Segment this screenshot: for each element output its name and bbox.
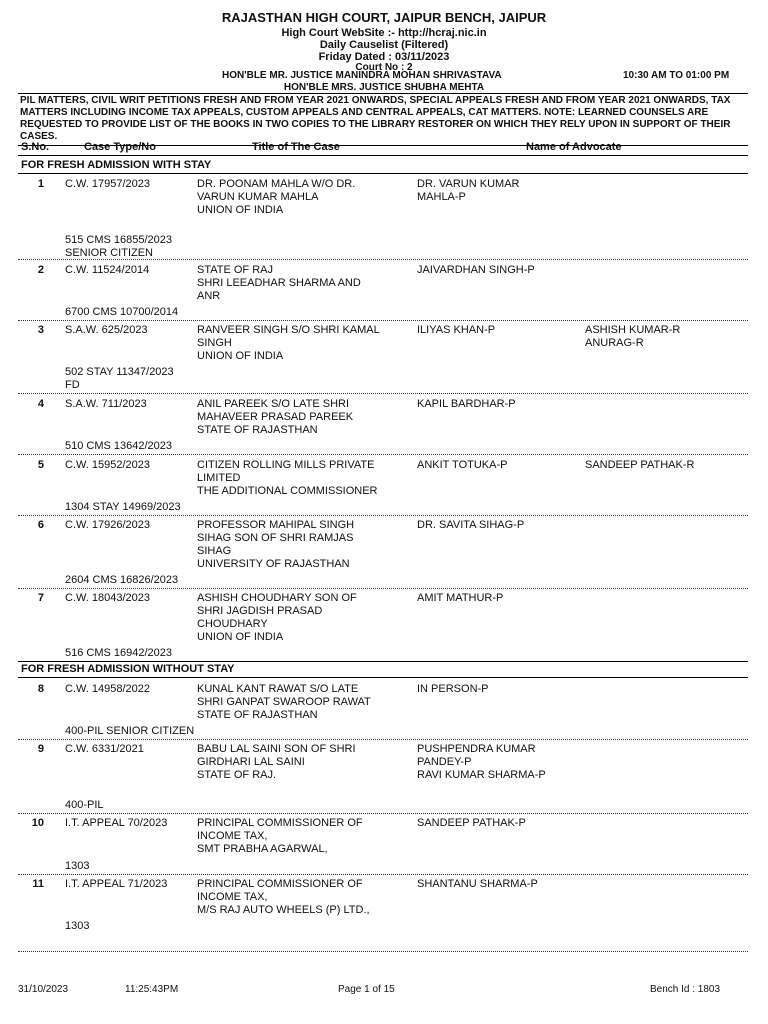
row-separator: [18, 454, 748, 455]
petitioner-advocate: DR. VARUN KUMAR MAHLA-P: [417, 178, 520, 203]
list-type: Daily Causelist (Filtered): [319, 39, 449, 51]
serial-number: 4: [37, 398, 44, 410]
case-number: C.W. 18043/2023: [65, 592, 151, 604]
footer-page: Page 1 of 15: [338, 984, 395, 995]
row-separator: [18, 259, 748, 260]
case-note: 510 CMS 13642/2023: [65, 440, 173, 452]
row-separator: [18, 951, 748, 952]
section-divider: [18, 677, 748, 678]
row-separator: [18, 393, 748, 394]
row-separator: [18, 515, 748, 516]
serial-number: 7: [37, 592, 44, 604]
column-title: Title of The Case: [252, 141, 340, 153]
case-number: I.T. APPEAL 70/2023: [65, 817, 168, 829]
case-number: C.W. 17957/2023: [65, 178, 151, 190]
column-case: Case Type/No: [84, 141, 156, 153]
serial-number: 10: [31, 817, 44, 829]
case-number: S.A.W. 625/2023: [65, 324, 148, 336]
court-title: RAJASTHAN HIGH COURT, JAIPUR BENCH, JAIPUR: [221, 10, 547, 25]
court-number: Court No : 2: [355, 62, 413, 73]
row-separator: [18, 813, 748, 814]
serial-number: 8: [37, 683, 44, 695]
case-note: 2604 CMS 16826/2023: [65, 574, 179, 586]
case-number: C.W. 11524/2014: [65, 264, 150, 276]
column-sno: S.No.: [21, 141, 50, 153]
petitioner-advocate: DR. SAVITA SIHAG-P: [417, 519, 525, 531]
case-note: 6700 CMS 10700/2014: [65, 306, 179, 318]
petitioner-advocate: IN PERSON-P: [417, 683, 489, 695]
petitioner-advocate: PUSHPENDRA KUMAR PANDEY-P RAVI KUMAR SHARMA-P: [417, 743, 546, 781]
case-title: PROFESSOR MAHIPAL SINGH SIHAG SON OF SHRI RAMJAS SIHAG UNIVERSITY OF RAJASTHAN: [197, 519, 355, 570]
case-number: C.W. 6331/2021: [65, 743, 144, 755]
petitioner-advocate: JAIVARDHAN SINGH-P: [417, 264, 535, 276]
case-number: I.T. APPEAL 71/2023: [65, 878, 168, 890]
footer-time: 11:25:43PM: [125, 984, 179, 995]
footer-bench: Bench Id : 1803: [650, 984, 721, 995]
case-title: PRINCIPAL COMMISSIONER OF INCOME TAX, M/S RAJ AUTO WHEELS (P) LTD.,: [197, 878, 370, 916]
petitioner-advocate: KAPIL BARDHAR-P: [417, 398, 516, 410]
serial-number: 1: [37, 178, 44, 190]
case-number: S.A.W. 711/2023: [65, 398, 147, 410]
case-number: C.W. 17926/2023: [65, 519, 151, 531]
case-note: 1303: [65, 860, 90, 872]
case-title: STATE OF RAJ SHRI LEEADHAR SHARMA AND ANR: [197, 264, 361, 302]
case-title: CITIZEN ROLLING MILLS PRIVATE LIMITED THE ADDITIONAL COMMISSIONER: [197, 459, 378, 497]
case-title: ANIL PAREEK S/O LATE SHRI MAHAVEER PRASAD PAREEK STATE OF RAJASTHAN: [197, 398, 354, 436]
list-date: Friday Dated : 03/11/2023: [318, 51, 450, 63]
case-number: C.W. 14958/2022: [65, 683, 151, 695]
serial-number: 2: [37, 264, 44, 276]
case-note: 502 STAY 11347/2023 FD: [65, 366, 174, 391]
respondent-advocate: ASHISH KUMAR-R ANURAG-R: [585, 324, 681, 349]
case-title: ASHISH CHOUDHARY SON OF SHRI JAGDISH PRASAD CHOUDHARY UNION OF INDIA: [197, 592, 357, 643]
case-title: RANVEER SINGH S/O SHRI KAMAL SINGH UNION OF INDIA: [197, 324, 380, 362]
footer-date: 31/10/2023: [18, 984, 69, 995]
petitioner-advocate: AMIT MATHUR-P: [417, 592, 504, 604]
case-title: DR. POONAM MAHLA W/O DR. VARUN KUMAR MAHLA UNION OF INDIA: [197, 178, 356, 216]
case-note: 400-PIL SENIOR CITIZEN: [65, 725, 195, 737]
respondent-advocate: SANDEEP PATHAK-R: [585, 459, 695, 471]
section-divider: [18, 173, 748, 174]
judge-1: HON'BLE MR. JUSTICE MANINDRA MOHAN SHRIVASTAVA: [222, 70, 502, 81]
row-separator: [18, 739, 748, 740]
sitting-time: 10:30 AM TO 01:00 PM: [623, 70, 730, 81]
case-title: BABU LAL SAINI SON OF SHRI GIRDHARI LAL SAINI STATE OF RAJ.: [197, 743, 356, 781]
row-separator: [18, 874, 748, 875]
row-separator: [18, 320, 748, 321]
serial-number: 11: [32, 878, 44, 890]
serial-number: 5: [37, 459, 44, 471]
serial-number: 6: [37, 519, 44, 531]
case-note: 400-PIL: [65, 799, 104, 811]
case-note: 1303: [65, 920, 90, 932]
petitioner-advocate: SHANTANU SHARMA-P: [417, 878, 538, 890]
case-note: 516 CMS 16942/2023: [65, 647, 173, 659]
petitioner-advocate: ANKIT TOTUKA-P: [417, 459, 508, 471]
website-line: High Court WebSite :- http://hcraj.nic.in: [281, 27, 487, 39]
section-divider: [18, 661, 748, 662]
column-advocate: Name of Advocate: [526, 141, 622, 153]
case-note: 1304 STAY 14969/2023: [65, 501, 181, 513]
petitioner-advocate: ILIYAS KHAN-P: [417, 324, 496, 336]
serial-number: 3: [37, 324, 44, 336]
case-number: C.W. 15952/2023: [65, 459, 151, 471]
column-divider: [18, 155, 748, 156]
notice-text: PIL MATTERS, CIVIL WRIT PETITIONS FRESH AND FROM YEAR 2021 ONWARDS, SPECIAL APPEALS FRESH AND FROM YEAR 2021 ONWARDS, TAX MATTERS INCLUDING INCOME TAX APPEALS, CUSTOM APPEALS AND CENTRAL APPEALS, CAT MATTERS. NOTE: LEARNED COUNSELS ARE REQUESTED TO PROVIDE LIST OF THE BOOKS IN TWO COPIES TO THE LIBRARY RESTORER ON WHICH THEY RELY UPON IN SUPPORT OF THEIR CASES.: [18, 93, 748, 146]
case-title: KUNAL KANT RAWAT S/O LATE SHRI GANPAT SWAROOP RAWAT STATE OF RAJASTHAN: [197, 683, 371, 721]
section-without-stay: FOR FRESH ADMISSION WITHOUT STAY: [21, 663, 235, 675]
case-title: PRINCIPAL COMMISSIONER OF INCOME TAX, SMT PRABHA AGARWAL,: [197, 817, 363, 855]
row-separator: [18, 588, 748, 589]
petitioner-advocate: SANDEEP PATHAK-P: [417, 817, 526, 829]
section-with-stay: FOR FRESH ADMISSION WITH STAY: [21, 159, 212, 171]
judge-2: HON'BLE MRS. JUSTICE SHUBHA MEHTA: [283, 82, 485, 93]
serial-number: 9: [37, 743, 44, 755]
case-note: 515 CMS 16855/2023 SENIOR CITIZEN: [65, 234, 173, 259]
